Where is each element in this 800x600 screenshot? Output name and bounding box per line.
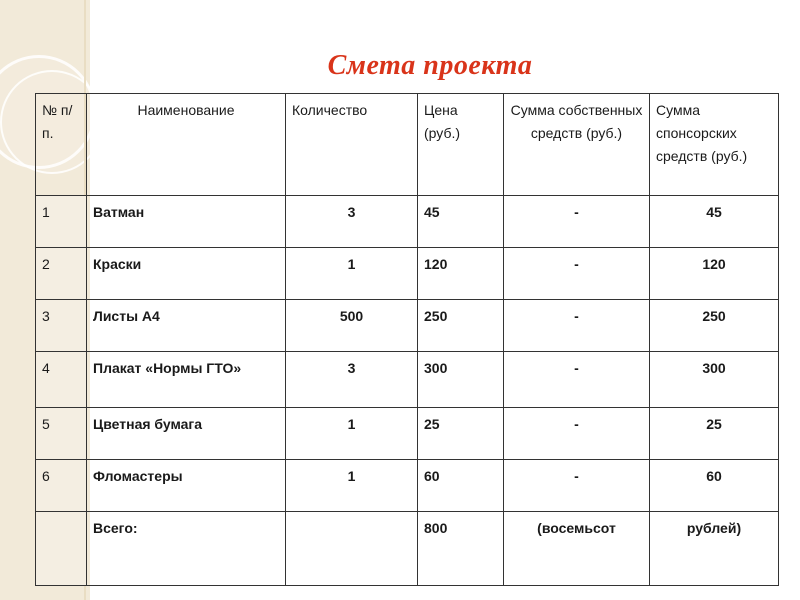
- row-name: Ватман: [87, 196, 286, 248]
- row-quantity: 1: [286, 459, 418, 511]
- row-num: 4: [36, 352, 87, 407]
- header-name: Наименование: [87, 94, 286, 196]
- row-num: 3: [36, 300, 87, 352]
- row-own-funds: -: [504, 407, 650, 459]
- row-sponsor-funds: 60: [650, 459, 779, 511]
- table-total-row: [36, 511, 779, 585]
- row-price: 25: [418, 407, 504, 459]
- row-sponsor-funds: 300: [650, 352, 779, 407]
- row-num: 5: [36, 407, 87, 459]
- total-words-part1: (восемьсот: [504, 511, 650, 585]
- row-price: 45: [418, 196, 504, 248]
- table-row: [36, 300, 779, 352]
- row-quantity: 500: [286, 300, 418, 352]
- page-title: Смета проекта: [327, 50, 533, 81]
- total-num-cell: [36, 511, 87, 585]
- row-name: Плакат «Нормы ГТО»: [87, 352, 286, 407]
- row-own-funds: -: [504, 352, 650, 407]
- row-sponsor-funds: 120: [650, 248, 779, 300]
- row-name: Листы А4: [87, 300, 286, 352]
- row-own-funds: -: [504, 459, 650, 511]
- table-row: [36, 352, 779, 407]
- row-price: 60: [418, 459, 504, 511]
- table-row: [36, 459, 779, 511]
- row-own-funds: -: [504, 196, 650, 248]
- row-num: 1: [36, 196, 87, 248]
- header-price: Цена (руб.): [418, 94, 504, 196]
- header-quantity: Количество: [286, 94, 418, 196]
- estimate-table: [35, 93, 779, 586]
- row-price: 300: [418, 352, 504, 407]
- header-num: № п/п.: [36, 94, 87, 196]
- row-own-funds: -: [504, 248, 650, 300]
- row-quantity: 1: [286, 407, 418, 459]
- row-sponsor-funds: 45: [650, 196, 779, 248]
- total-value: 800: [418, 511, 504, 585]
- row-sponsor-funds: 25: [650, 407, 779, 459]
- row-name: Краски: [87, 248, 286, 300]
- row-name: Цветная бумага: [87, 407, 286, 459]
- row-sponsor-funds: 250: [650, 300, 779, 352]
- row-quantity: 1: [286, 248, 418, 300]
- row-num: 6: [36, 459, 87, 511]
- header-own-funds: Сумма собственных средств (руб.): [504, 94, 650, 196]
- header-sponsor-funds: Сумма спонсорских средств (руб.): [650, 94, 779, 196]
- row-quantity: 3: [286, 196, 418, 248]
- row-quantity: 3: [286, 352, 418, 407]
- row-num: 2: [36, 248, 87, 300]
- total-label: Всего:: [87, 511, 286, 585]
- table-header-row: [36, 94, 779, 196]
- total-empty-cell: [286, 511, 418, 585]
- total-words-part2: рублей): [650, 511, 779, 585]
- row-price: 120: [418, 248, 504, 300]
- table-row: [36, 407, 779, 459]
- row-name: Фломастеры: [87, 459, 286, 511]
- table-row: [36, 248, 779, 300]
- table-row: [36, 196, 779, 248]
- row-price: 250: [418, 300, 504, 352]
- row-own-funds: -: [504, 300, 650, 352]
